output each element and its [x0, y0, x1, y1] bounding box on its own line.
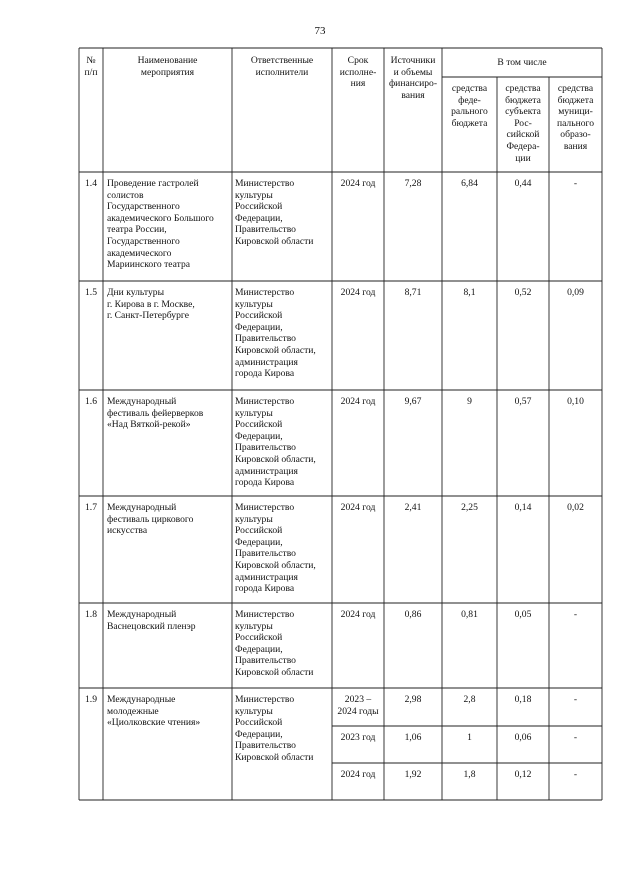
row-responsible: Министерство культуры Российской Федерации, Правительство Кировской области, администрация города Кирова [235, 396, 316, 489]
row-federal: 8,1 [463, 287, 476, 298]
row-municipal: - [573, 694, 578, 705]
row-term: 2024 год [340, 502, 376, 513]
row-federal: 1,8 [463, 769, 476, 780]
row-total: 2,98 [404, 694, 422, 705]
row-subject: 0,12 [514, 769, 532, 780]
row-responsible: Министерство культуры Российской Федерации, Правительство Кировской области [235, 178, 314, 247]
row-subject: 0,18 [514, 694, 532, 705]
row-federal: 2,8 [463, 694, 476, 705]
page-number: 73 [314, 25, 326, 37]
row-municipal: 0,02 [567, 502, 584, 513]
row-event-name: Международные молодежные «Циолковские чтения» [107, 694, 201, 729]
row-total: 2,41 [404, 502, 422, 513]
row-federal: 1 [467, 732, 472, 743]
row-total: 1,92 [404, 769, 422, 780]
header-responsible: Ответственные исполнители [250, 55, 314, 78]
row-subject: 0,44 [514, 178, 532, 189]
header-group-label: В том числе [497, 57, 547, 68]
header-term: Срок исполне- ния [339, 55, 377, 90]
header-federal: средства феде- рального бюджета [451, 83, 488, 129]
row-municipal: 0,09 [567, 287, 584, 298]
row-municipal: 0,10 [567, 396, 584, 407]
row-event-name: Международный фестиваль фейерверков «Над Вяткой-рекой» [107, 396, 204, 431]
header-number: № п/п [84, 55, 98, 78]
row-event-name: Международный фестиваль циркового искусства [107, 502, 194, 537]
row-event-name: Международный Васнецовский пленэр [107, 609, 196, 632]
header-sources: Источники и объемы финансиро- вания [388, 55, 438, 101]
row-total: 0,86 [404, 609, 422, 620]
row-number: 1.4 [85, 178, 97, 189]
row-subject: 0,05 [514, 609, 532, 620]
row-number: 1.6 [85, 396, 97, 407]
row-term: 2024 год [340, 287, 376, 298]
row-total: 7,28 [404, 178, 422, 189]
header-municipal: средства бюджета муници- пального образо- вания [556, 83, 595, 152]
row-federal: 2,25 [461, 502, 478, 513]
row-subject: 0,14 [514, 502, 532, 513]
row-event-name: Проведение гастролей солистов Государственного академического Большого театра России, Государственного академического Мариинского театра [107, 178, 214, 271]
row-term: 2024 год [340, 609, 376, 620]
row-number: 1.5 [85, 287, 97, 298]
header-subject: средства бюджета субъекта Рос- сийской Федера- ции [505, 83, 541, 164]
row-term: 2024 год [340, 769, 376, 780]
row-federal: 9 [467, 396, 472, 407]
row-total: 1,06 [404, 732, 422, 743]
row-subject: 0,52 [514, 287, 532, 298]
row-event-name: Дни культуры г. Кирова в г. Москве, г. Санкт-Петербурге [107, 287, 195, 322]
row-federal: 6,84 [461, 178, 478, 189]
row-term: 2024 год [340, 178, 376, 189]
row-number: 1.8 [85, 609, 97, 620]
row-number: 1.7 [85, 502, 97, 513]
row-subject: 0,06 [514, 732, 532, 743]
row-responsible: Министерство культуры Российской Федерации, Правительство Кировской области [235, 609, 314, 678]
row-term: 2024 год [340, 396, 376, 407]
row-responsible: Министерство культуры Российской Федерации, Правительство Кировской области, администрация города Кирова [235, 502, 316, 595]
row-responsible: Министерство культуры Российской Федерации, Правительство Кировской области, администрация города Кирова [235, 287, 316, 380]
row-responsible: Министерство культуры Российской Федерации, Правительство Кировской области [235, 694, 314, 763]
header-event-name: Наименование мероприятия [137, 55, 198, 78]
row-term: 2023 год [340, 732, 376, 743]
row-municipal: - [573, 178, 578, 189]
row-total: 9,67 [404, 396, 422, 407]
row-number: 1.9 [85, 694, 97, 705]
row-municipal: - [573, 769, 578, 780]
row-term: 2023 – 2024 годы [337, 694, 379, 717]
row-federal: 0,81 [461, 609, 478, 620]
row-subject: 0,57 [514, 396, 532, 407]
row-total: 8,71 [404, 287, 422, 298]
row-municipal: - [573, 609, 578, 620]
row-municipal: - [573, 732, 578, 743]
